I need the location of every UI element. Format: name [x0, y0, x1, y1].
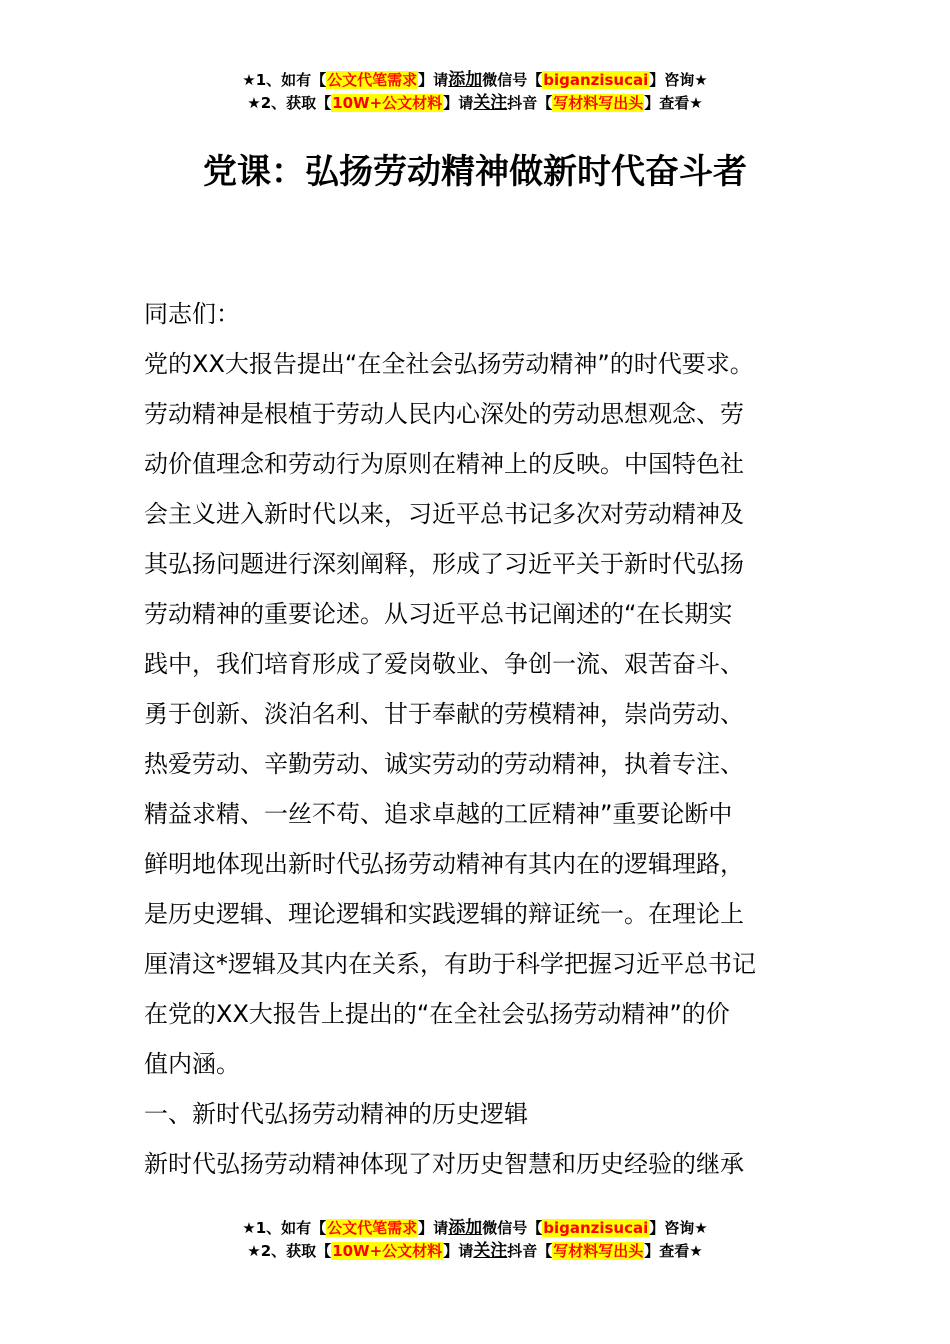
promo-text: 】咨询★ [649, 1219, 708, 1237]
document-title: 党课：弘扬劳动精神做新时代奋斗者 [203, 152, 747, 192]
promo-text: 抖音【 [507, 1242, 553, 1260]
body-line: 劳动精神的重要论述。从习近平总书记阐述的“在长期实 [144, 600, 733, 628]
body-line: 厘清这*逻辑及其内在关系，有助于科学把握习近平总书记 [144, 950, 756, 978]
promo-text: ★1、如有【 [242, 71, 327, 89]
header-promo-banner [0, 69, 950, 115]
promo-highlight: 10W+公文材料 [332, 1242, 443, 1260]
footer-promo-banner [0, 1217, 950, 1263]
promo-highlight: 10W+公文材料 [332, 94, 443, 112]
promo-text: ★2、获取【 [247, 94, 332, 112]
promo-text: 】请 [443, 94, 474, 112]
body-line: 鲜明地体现出新时代弘扬劳动精神有其内在的逻辑理路， [144, 850, 744, 878]
promo-line-2 [0, 92, 950, 115]
promo-text: 微信号【 [482, 71, 543, 89]
promo-text: ★2、获取【 [247, 1242, 332, 1260]
promo-highlight: 公文代笔需求 [327, 71, 418, 89]
promo-text: 】查看★ [644, 94, 703, 112]
body-line: 精益求精、一丝不苟、追求卓越的工匠精神”重要论断中 [144, 800, 733, 828]
promo-highlight: biganzisucai [543, 71, 649, 89]
section-heading: 一、新时代弘扬劳动精神的历史逻辑 [144, 1100, 528, 1128]
promo-highlight: 公文代笔需求 [327, 1219, 418, 1237]
promo-highlight: biganzisucai [543, 1219, 649, 1237]
promo-text: 】请 [418, 1219, 449, 1237]
body-line: 是历史逻辑、理论逻辑和实践逻辑的辩证统一。在理论上 [144, 900, 744, 928]
body-line: 勇于创新、淡泊名利、甘于奉献的劳模精神，崇尚劳动、 [144, 700, 744, 728]
promo-emphasis: 添加 [448, 1218, 483, 1238]
promo-line-1 [0, 1217, 950, 1240]
promo-text: 】请 [443, 1242, 474, 1260]
salutation: 同志们： [144, 300, 240, 328]
body-line: 党的XX大报告提出“在全社会弘扬劳动精神”的时代要求。 [144, 350, 754, 378]
promo-emphasis: 关注 [473, 93, 508, 113]
promo-text: 抖音【 [507, 94, 553, 112]
body-line: 新时代弘扬劳动精神体现了对历史智慧和历史经验的继承 [144, 1150, 744, 1178]
promo-emphasis: 添加 [448, 70, 483, 90]
body-line: 热爱劳动、辛勤劳动、诚实劳动的劳动精神，执着专注、 [144, 750, 744, 778]
body-line: 在党的XX大报告上提出的“在全社会弘扬劳动精神”的价 [144, 1000, 730, 1028]
promo-text: 微信号【 [482, 1219, 543, 1237]
promo-text: 】咨询★ [649, 71, 708, 89]
promo-line-2 [0, 1240, 950, 1263]
promo-emphasis: 关注 [473, 1241, 508, 1261]
promo-text: 】查看★ [644, 1242, 703, 1260]
document-body [144, 289, 844, 1189]
body-line: 动价值理念和劳动行为原则在精神上的反映。中国特色社 [144, 450, 744, 478]
body-line: 值内涵。 [144, 1050, 240, 1078]
promo-line-1 [0, 69, 950, 92]
body-line: 其弘扬问题进行深刻阐释，形成了习近平关于新时代弘扬 [144, 550, 744, 578]
promo-text: ★1、如有【 [242, 1219, 327, 1237]
body-line: 践中，我们培育形成了爱岗敬业、争创一流、艰苦奋斗、 [144, 650, 744, 678]
promo-text: 】请 [418, 71, 449, 89]
body-line: 会主义进入新时代以来，习近平总书记多次对劳动精神及 [144, 500, 744, 528]
promo-highlight: 写材料写出头 [553, 94, 644, 112]
body-line: 劳动精神是根植于劳动人民内心深处的劳动思想观念、劳 [144, 400, 744, 428]
promo-highlight: 写材料写出头 [553, 1242, 644, 1260]
